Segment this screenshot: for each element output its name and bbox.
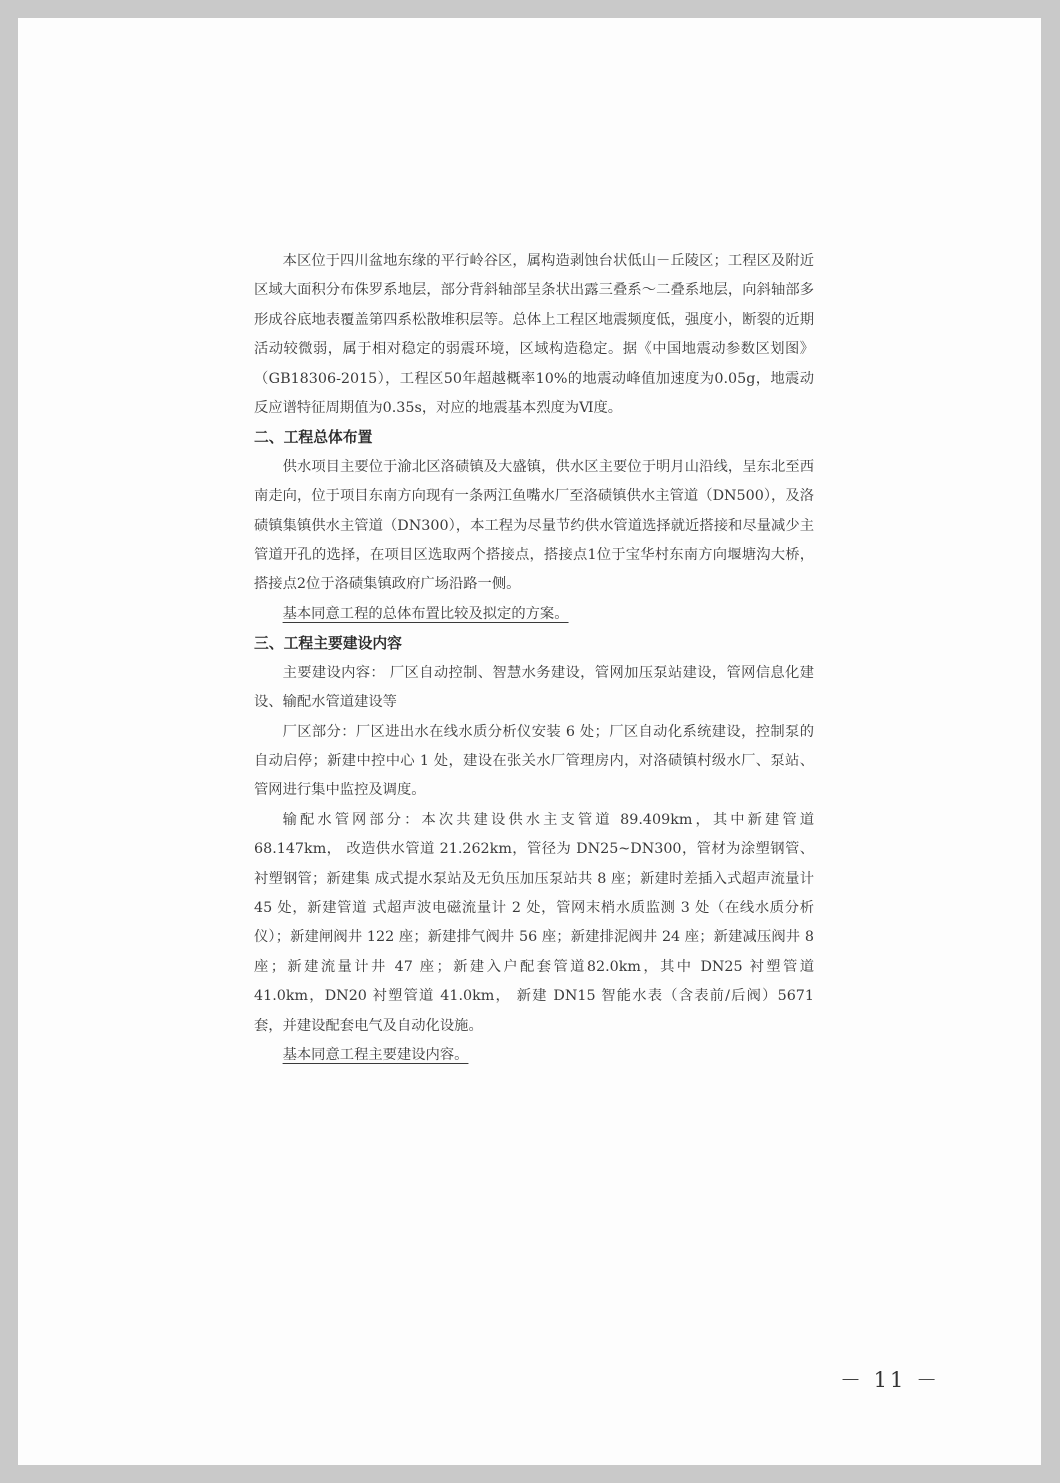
approval-content-text: 基本同意工程主要建设内容。 <box>282 1046 469 1063</box>
paragraph-main-content: 主要建设内容： 厂区自动控制、智慧水务建设，管网加压泵站建设，管网信息化建设、输配水管道建设等 <box>254 664 814 711</box>
section-heading-construction: 三、工程主要建设内容 <box>254 635 402 653</box>
section-heading-layout: 二、工程总体布置 <box>254 429 373 447</box>
approval-layout-text: 基本同意工程的总体布置比较及拟定的方案。 <box>282 605 569 622</box>
paragraph-geology: 本区位于四川盆地东缘的平行岭谷区，属构造剥蚀台状低山－丘陵区；工程区及附近区域大面积分布侏罗系地层，部分背斜轴部呈条状出露三叠系～二叠系地层，向斜轴部多形成谷底地表覆盖第四系松散堆积层等。总体上工程区地震频度低，强度小，断裂的近期活动较微弱，属于相对稳定的弱震环境，区域构造稳定。据《中国地震动参数区划图》（GB18306-2015），工程区50年超越概率10%的地震动峰值加速度为0.05g，地震动反应谱特征周期值为0.35s，对应的地震基本烈度为Ⅵ度。 <box>254 253 814 417</box>
approval-layout <box>254 600 814 629</box>
document-body <box>254 247 814 1070</box>
paragraph-plant: 厂区部分：厂区进出水在线水质分析仪安装 6 处；厂区自动化系统建设，控制泵的 自动启停；新建中控中心 1 处，建设在张关水厂管理房内，对洛碛镇村级水厂、泵站、 管网进行集中监控及调度。 <box>254 723 814 799</box>
approval-content <box>254 1041 814 1070</box>
page-number: － 11 － <box>840 1368 941 1392</box>
paragraph-layout: 供水项目主要位于渝北区洛碛镇及大盛镇，供水区主要位于明月山沿线，呈东北至西南走向，位于项目东南方向现有一条两江鱼嘴水厂至洛碛镇供水主管道（DN500），及洛碛镇集镇供水主管道（DN300），本工程为尽量节约供水管道选择就近搭接和尽量减少主管道开孔的选择，在项目区选取两个搭接点，搭接点1位于宝华村东南方向堰塘沟大桥，搭接点2位于洛碛集镇政府广场沿路一侧。 <box>254 458 814 593</box>
document-page <box>18 18 1041 1465</box>
paragraph-pipe-network: 输配水管网部分：本次共建设供水主支管道 89.409km，其中新建管道68.147km， 改造供水管道 21.262km，管径为 DN25~DN300，管材为涂塑钢管、衬塑钢管；新建集 成式提水泵站及无负压加压泵站共 8 座；新建时差插入式超声流量计 45 处，新建管道 式超声波电磁流量计 2 处，管网末梢水质监测 3 处（在线水质分析仪）；新建闸阀井 122 座；新建排气阀井 56 座；新建排泥阀井 24 座；新建减压阀井 8 座；新建流量计井 47 座；新建入户配套管道82.0km，其中 DN25 衬塑管道 41.0km，DN20 衬塑管道 41.0km， 新建 DN15 智能水表（含表前/后阀）5671 套，并建设配套电气及自动化设施。 <box>254 811 814 1034</box>
